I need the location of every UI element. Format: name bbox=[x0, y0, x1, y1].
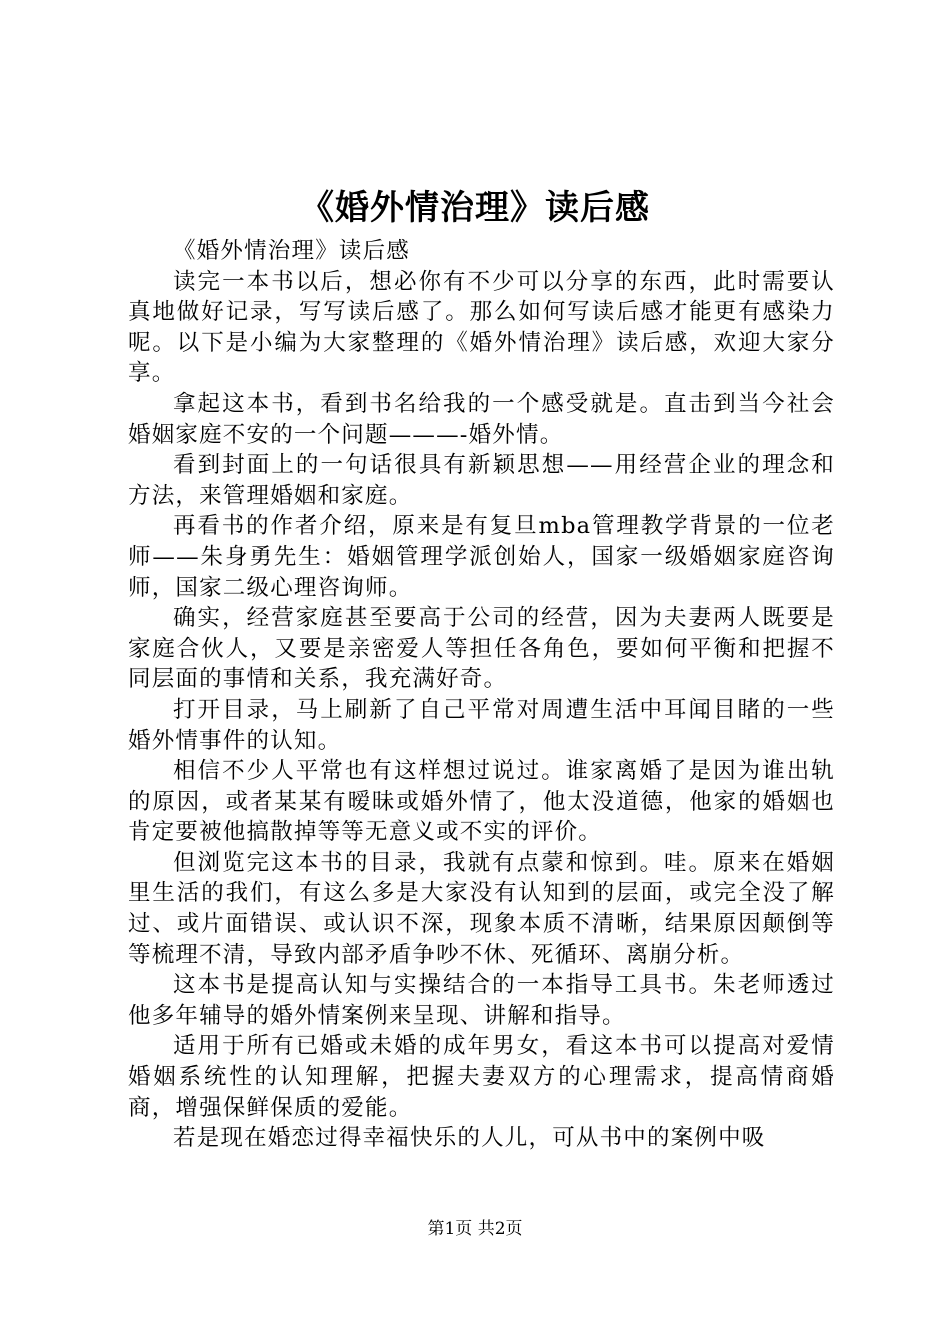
paragraph: 相信不少人平常也有这样想过说过。谁家离婚了是因为谁出轨的原因，或者某某有暧昧或婚外情了，他太没道德，他家的婚姻也肯定要被他搞散掉等等无意义或不实的评价。 bbox=[128, 758, 835, 846]
paragraph: 但浏览完这本书的目录，我就有点蒙和惊到。哇。原来在婚姻里生活的我们，有这么多是大家没有认知到的层面，或完全没了解过、或片面错误、或认识不深，现象本质不清晰，结果原因颠倒等等梳理不清，导致内部矛盾争吵不休、死循环、离崩分析。 bbox=[128, 849, 835, 968]
paragraph: 再看书的作者介绍，原来是有复旦mba管理教学背景的一位老师——朱身勇先生：婚姻管理学派创始人，国家一级婚姻家庭咨询师，国家二级心理咨询师。 bbox=[128, 513, 835, 601]
paragraph: 读完一本书以后，想必你有不少可以分享的东西，此时需要认真地做好记录，写写读后感了。那么如何写读后感才能更有感染力呢。以下是小编为大家整理的《婚外情治理》读后感，欢迎大家分享。 bbox=[128, 268, 835, 387]
paragraph: 确实，经营家庭甚至要高于公司的经营，因为夫妻两人既要是家庭合伙人，又要是亲密爱人等担任各角色，要如何平衡和把握不同层面的事情和关系，我充满好奇。 bbox=[128, 605, 835, 693]
paragraph: 若是现在婚恋过得幸福快乐的人儿，可从书中的案例中吸 bbox=[173, 1125, 766, 1152]
paragraph: 适用于所有已婚或未婚的成年男女，看这本书可以提高对爱情婚姻系统性的认知理解，把握夫妻双方的心理需求，提高情商婚商，增强保鲜保质的爱能。 bbox=[128, 1033, 835, 1121]
paragraph: 打开目录，马上刷新了自己平常对周遭生活中耳闻目睹的一些婚外情事件的认知。 bbox=[128, 696, 835, 754]
page-number-footer: 第1页 共2页 bbox=[427, 1219, 523, 1239]
paragraph: 这本书是提高认知与实操结合的一本指导工具书。朱老师透过他多年辅导的婚外情案例来呈现、讲解和指导。 bbox=[128, 972, 835, 1029]
paragraph: 看到封面上的一句话很具有新颖思想——用经营企业的理念和方法，来管理婚姻和家庭。 bbox=[128, 452, 835, 509]
paragraph: 拿起这本书，看到书名给我的一个感受就是。直击到当今社会婚姻家庭不安的一个问题———-婚外情。 bbox=[128, 390, 835, 448]
paragraph-subtitle: 《婚外情治理》读后感 bbox=[173, 238, 411, 264]
document-body bbox=[128, 236, 835, 1154]
document-title: 《婚外情治理》读后感 bbox=[300, 188, 650, 228]
